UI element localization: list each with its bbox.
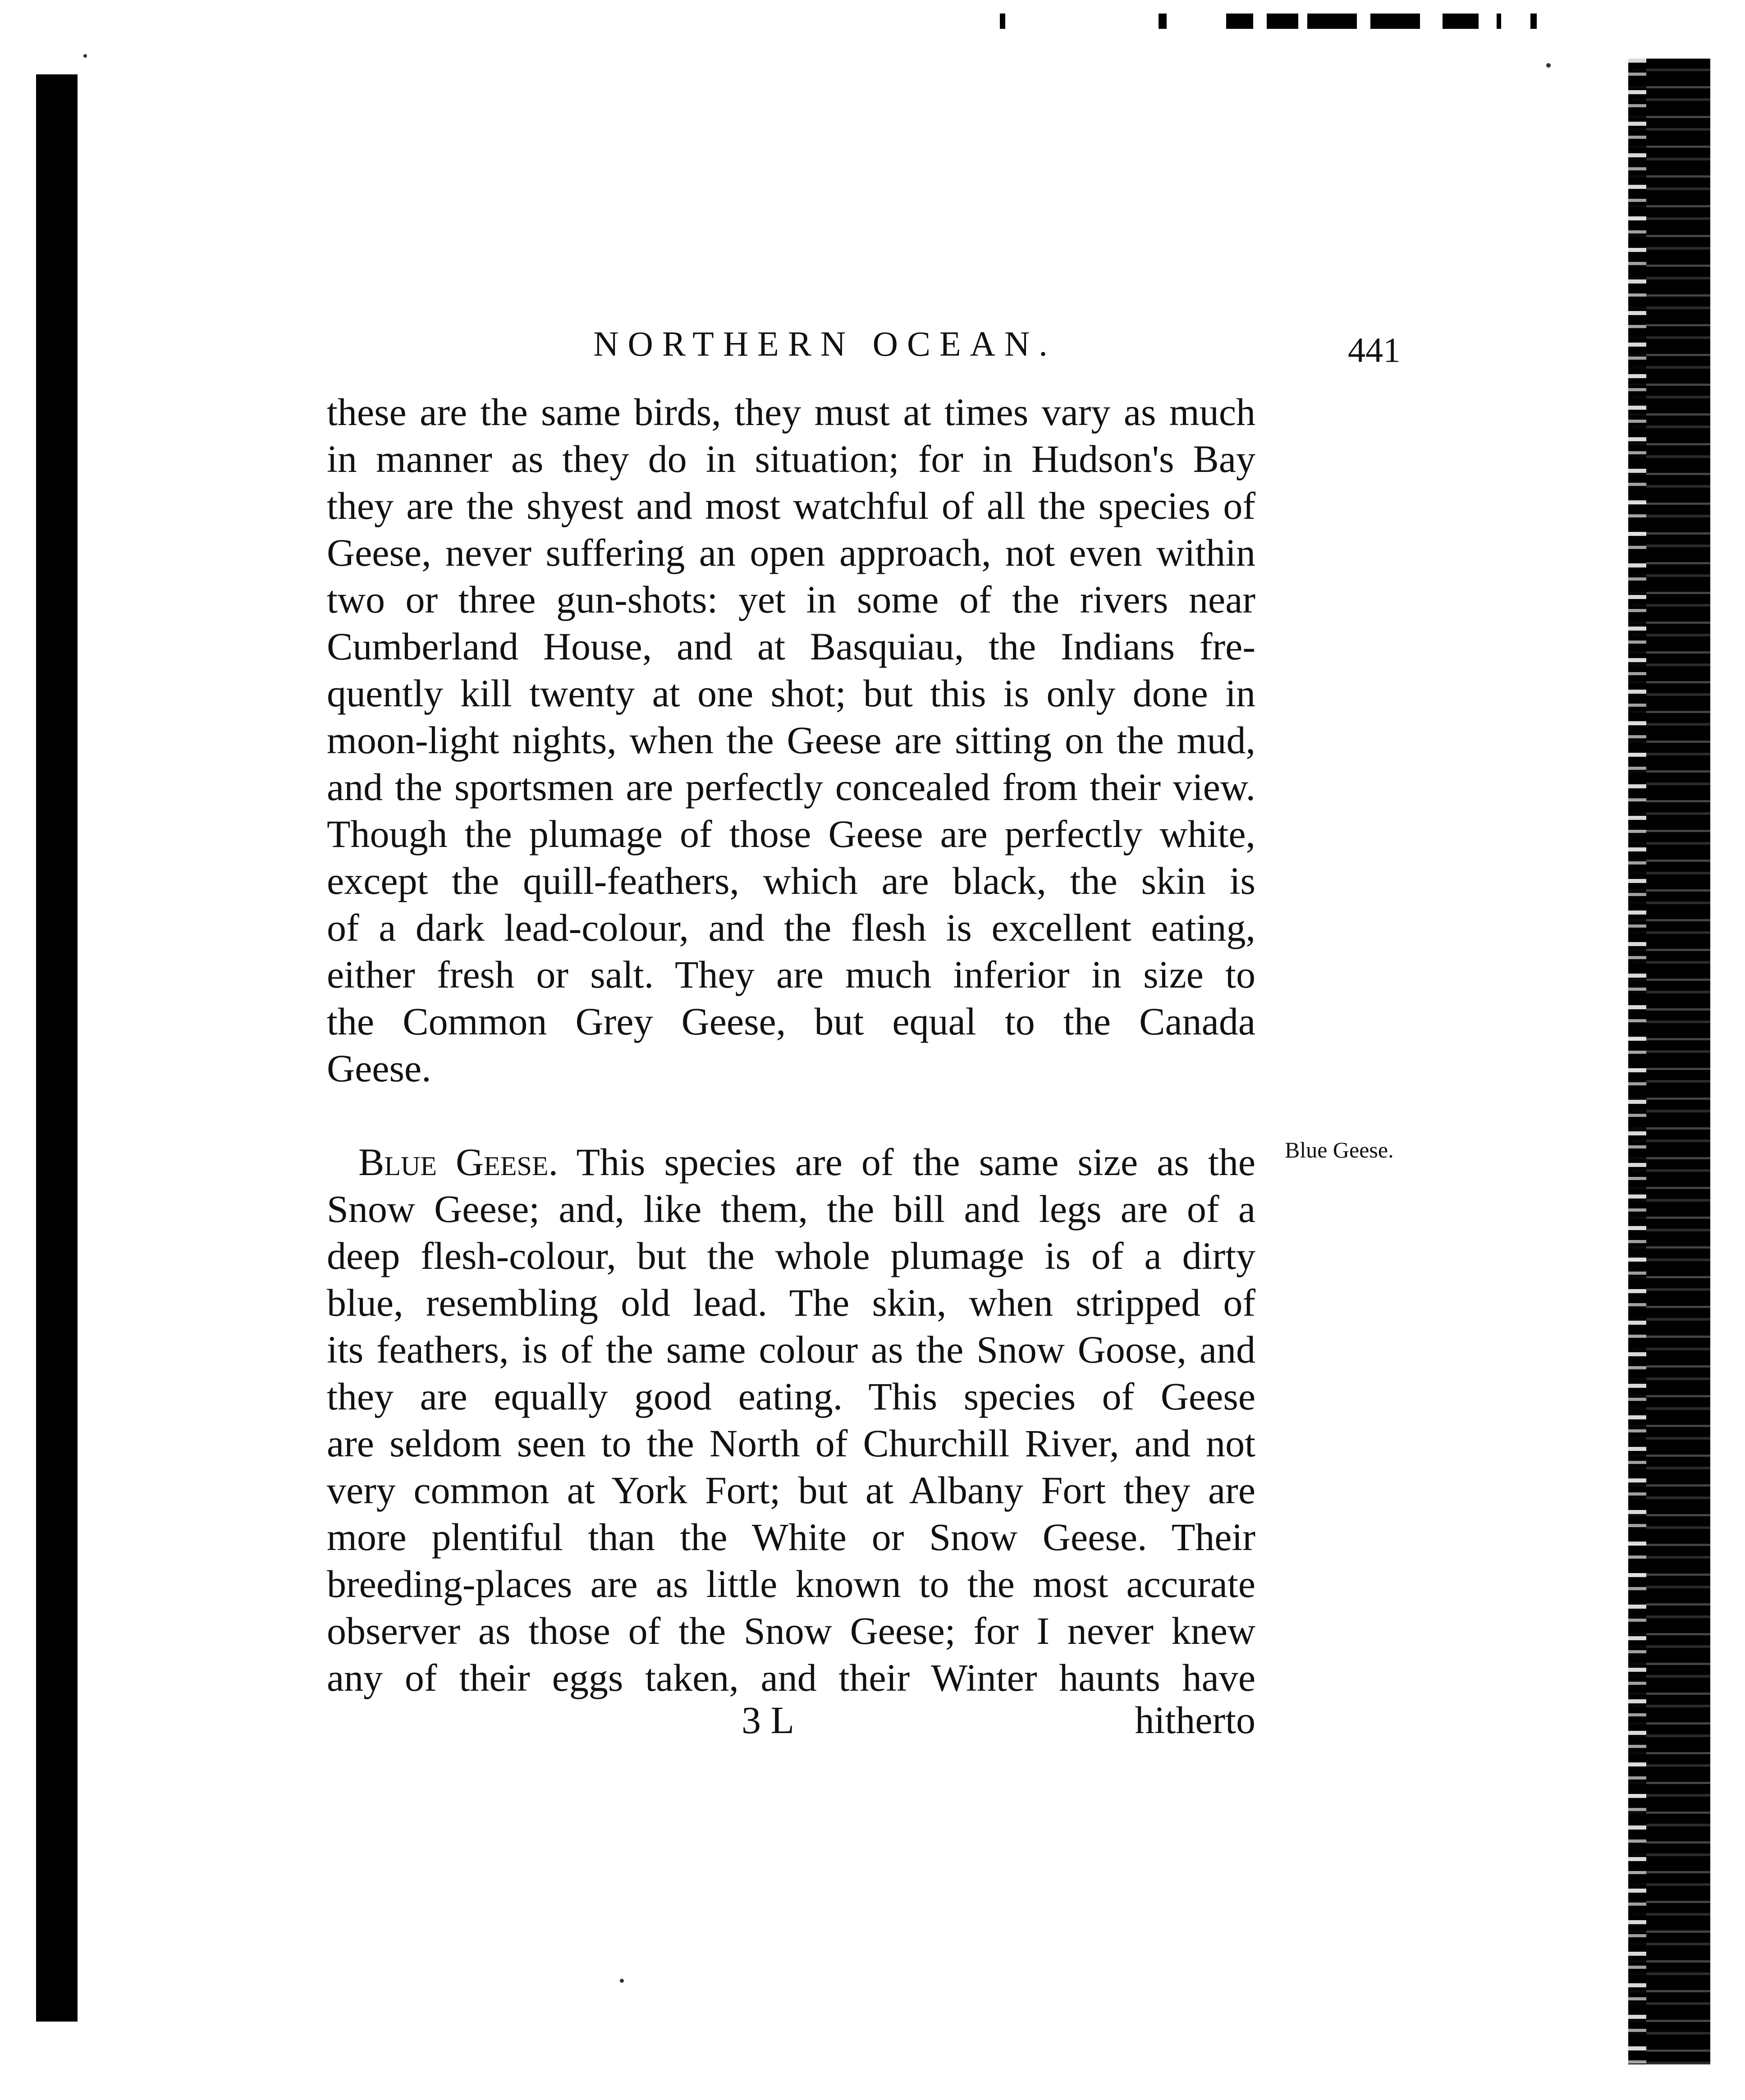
scan-speck	[620, 1979, 624, 1983]
catchword: hitherto	[1135, 1698, 1255, 1742]
text-line: they are the shyest and most watchful of all the species of	[327, 484, 1255, 527]
text-line: either fresh or salt. They are much inferior in size to	[327, 953, 1255, 996]
text-line: blue, resembling old lead. The skin, when stripped of	[327, 1281, 1255, 1324]
scan-edge-right-texture	[1628, 59, 1646, 2064]
text-line: moon-light nights, when the Geese are sitting on the mud,	[327, 718, 1255, 762]
text-line: the Common Grey Geese, but equal to the Canada	[327, 1000, 1255, 1043]
text-line: except the quill-feathers, which are black, the skin is	[327, 859, 1255, 902]
text-line: in manner as they do in situation; for in Hudson's Bay	[327, 437, 1255, 480]
scan-speck	[83, 54, 87, 58]
text-line: and the sportsmen are perfectly concealed from their view.	[327, 765, 1255, 809]
text-line-rest: This species are of the same size as the	[576, 1140, 1256, 1184]
scan-edge-left	[36, 74, 78, 2022]
text-line: two or three gun-shots: yet in some of the rivers near	[327, 578, 1255, 621]
footer-line	[327, 1697, 1255, 1743]
text-line: any of their eggs taken, and their Winter haunts have	[327, 1656, 1255, 1699]
text-line: more plentiful than the White or Snow Geese. Their	[327, 1515, 1255, 1559]
text-line: deep flesh-colour, but the whole plumage is of a dirty	[327, 1234, 1255, 1277]
paragraph-gap	[327, 1092, 1255, 1139]
text-line: of a dark lead-colour, and the flesh is excellent eating,	[327, 906, 1255, 949]
text-line: are seldom seen to the North of Churchill River, and not	[327, 1422, 1255, 1465]
text-line: Though the plumage of those Geese are perfectly white,	[327, 812, 1255, 856]
running-header: NORTHERN OCEAN.	[593, 324, 1057, 363]
signature-mark: 3 L	[742, 1698, 795, 1742]
page-number: 441	[1348, 330, 1401, 370]
text-line: very common at York Fort; but at Albany Fort they are	[327, 1469, 1255, 1512]
text-line: they are equally good eating. This species of Geese	[327, 1375, 1255, 1418]
text-line: quently kill twenty at one shot; but this is only done in	[327, 672, 1255, 715]
text-line: observer as those of the Snow Geese; for I never knew	[327, 1609, 1255, 1652]
text-line: Cumberland House, and at Basquiau, the Indians fre-	[327, 625, 1255, 668]
paragraph-1	[327, 389, 1255, 1092]
section-lead: Blue Geese.	[358, 1140, 558, 1184]
text-line: Snow Geese; and, like them, the bill and legs are of a	[327, 1187, 1255, 1231]
scan-speck	[1546, 63, 1551, 68]
margin-note: Blue Geese.	[1285, 1137, 1394, 1162]
body-text	[327, 389, 1255, 1701]
paragraph-2	[327, 1139, 1255, 1701]
text-line: Geese.	[327, 1047, 431, 1090]
text-line-first	[327, 1139, 1255, 1185]
text-line: these are the same birds, they must at times vary as much	[327, 390, 1255, 434]
text-line: Geese, never suffering an open approach, not even within	[327, 531, 1255, 574]
scan-top-marks	[992, 14, 1591, 32]
text-line: its feathers, is of the same colour as the Snow Goose, and	[327, 1328, 1255, 1371]
text-line: breeding-places are as little known to the most accurate	[327, 1562, 1255, 1606]
